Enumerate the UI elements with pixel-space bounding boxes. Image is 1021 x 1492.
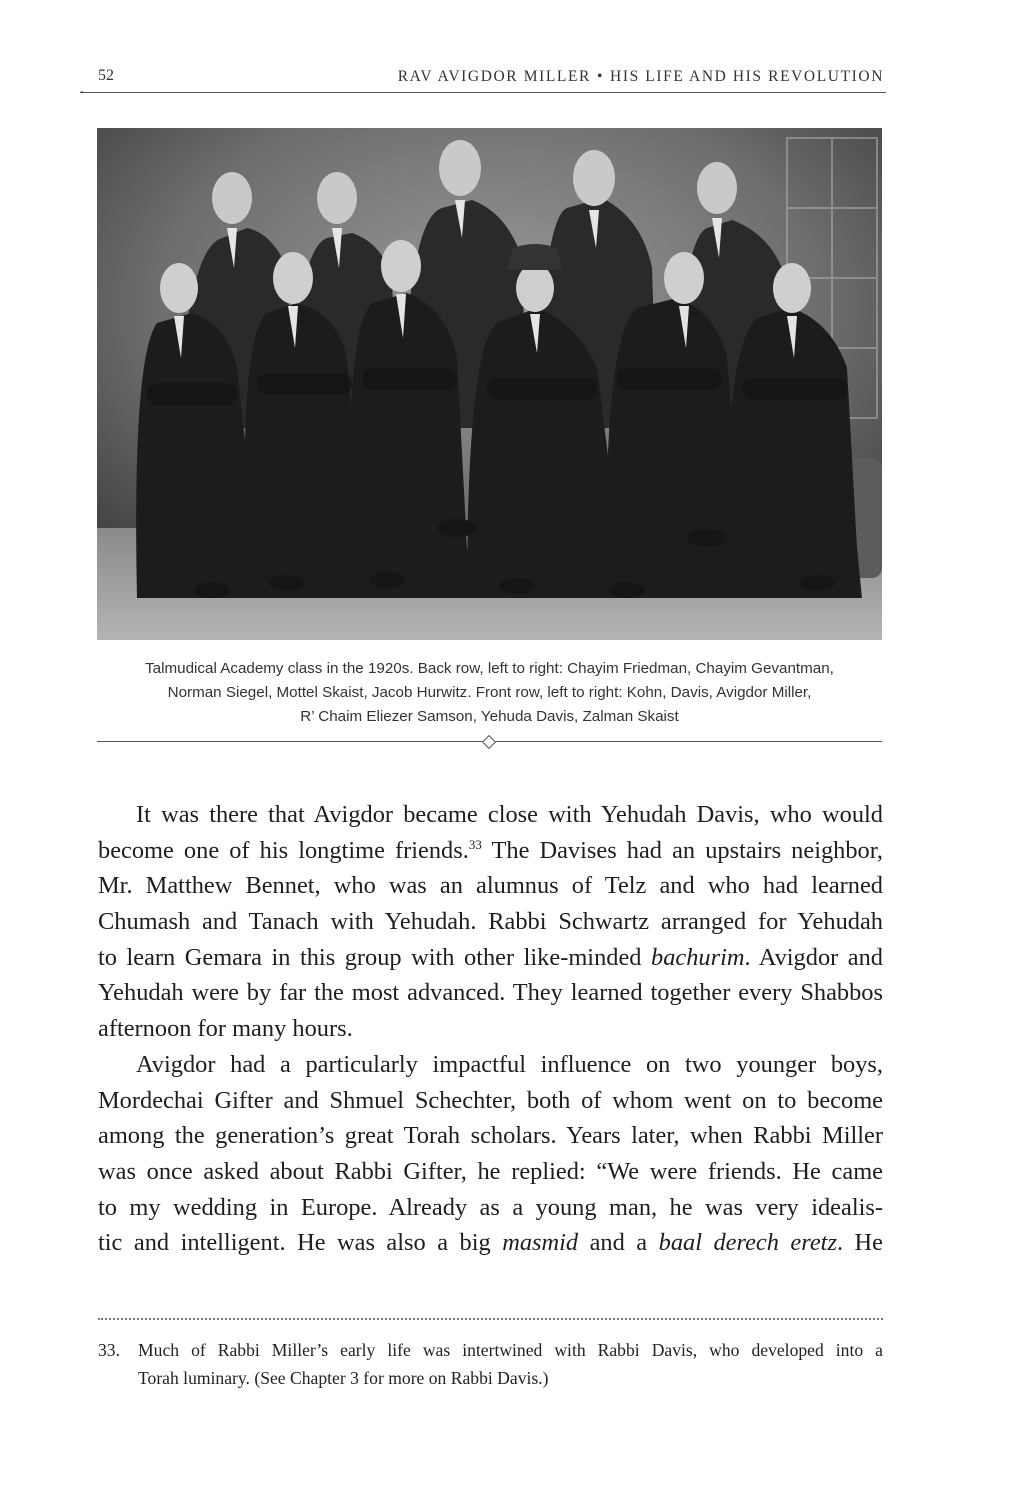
footnote-separator [98, 1318, 883, 1320]
italic-term: bachurim [651, 943, 745, 971]
caption-line: Norman Siegel, Mottel Skaist, Jacob Hurwitz. Front row, left to right: Kohn, Davis, Avigdor Miller, [167, 684, 812, 701]
text-line: among the generation’s great Torah scholars. Years later, when Rabbi Miller [98, 1122, 883, 1150]
divider-diamond-icon [482, 735, 496, 749]
footnote-number: 33. [98, 1340, 120, 1360]
book-title: RAV AVIGDOR MILLER [397, 68, 591, 85]
footnote-line: Much of Rabbi Miller’s early life was intertwined with Rabbi Davis, who developed into a [138, 1340, 883, 1360]
text-line: Yehudah were by far the most advanced. They learned together every Shabbos [98, 979, 883, 1007]
text-line: afternoon for many hours. [98, 1015, 353, 1043]
title-separator: • [597, 68, 605, 85]
text-line: become one of his longtime friends.$^{33}$ The Davises had an upstairs neighbor, [98, 836, 883, 864]
page-corner-ornament: ˎ [80, 78, 85, 94]
italic-term: baal derech eretz [658, 1229, 837, 1257]
text-line: It was there that Avigdor became close with Yehudah Davis, who would [136, 801, 883, 828]
text-line: to learn Gemara in this group with other like-minded bachurim. Avigdor and [98, 943, 884, 971]
photo-caption [97, 657, 882, 729]
text-line: was once asked about Rabbi Gifter, he replied: “We were friends. He came [98, 1157, 883, 1185]
running-title [398, 68, 884, 86]
caption-line: Talmudical Academy class in the 1920s. Back row, left to right: Chayim Friedman, Chayim Gevantman, [145, 660, 834, 677]
group-photograph [97, 128, 882, 640]
italic-term: masmid [502, 1229, 579, 1257]
caption-line: R’ Chaim Eliezer Samson, Yehuda Davis, Zalman Skaist [300, 708, 679, 725]
footnote-line: Torah luminary. (See Chapter 3 for more on Rabbi Davis.) [138, 1368, 549, 1388]
group-photograph-icon [97, 128, 882, 640]
body-text [98, 797, 883, 1261]
text-line: Avigdor had a particularly impactful influence on two younger boys, [136, 1050, 883, 1078]
footnote-reference[interactable]: 33 [468, 836, 482, 852]
paragraph [98, 1047, 883, 1261]
text-line: to my wedding in Europe. Already as a young man, he was very idealis- [98, 1193, 883, 1221]
book-subtitle: HIS LIFE AND HIS REVOLUTION [610, 68, 884, 85]
paragraph [98, 797, 883, 1047]
page-number: 52 [98, 67, 114, 84]
footnote-text [138, 1336, 883, 1392]
text-line: Chumash and Tanach with Yehudah. Rabbi Schwartz arranged for Yehudah [98, 908, 883, 936]
text-line: Mordechai Gifter and Shmuel Schechter, both of whom went on to become [98, 1086, 883, 1114]
text-line: Mr. Matthew Bennet, who was an alumnus of Telz and who had learned [98, 872, 883, 900]
text-line: tic and intelligent. He was also a big masmid and a baal derech eretz. He [98, 1229, 883, 1257]
running-header [80, 64, 886, 93]
